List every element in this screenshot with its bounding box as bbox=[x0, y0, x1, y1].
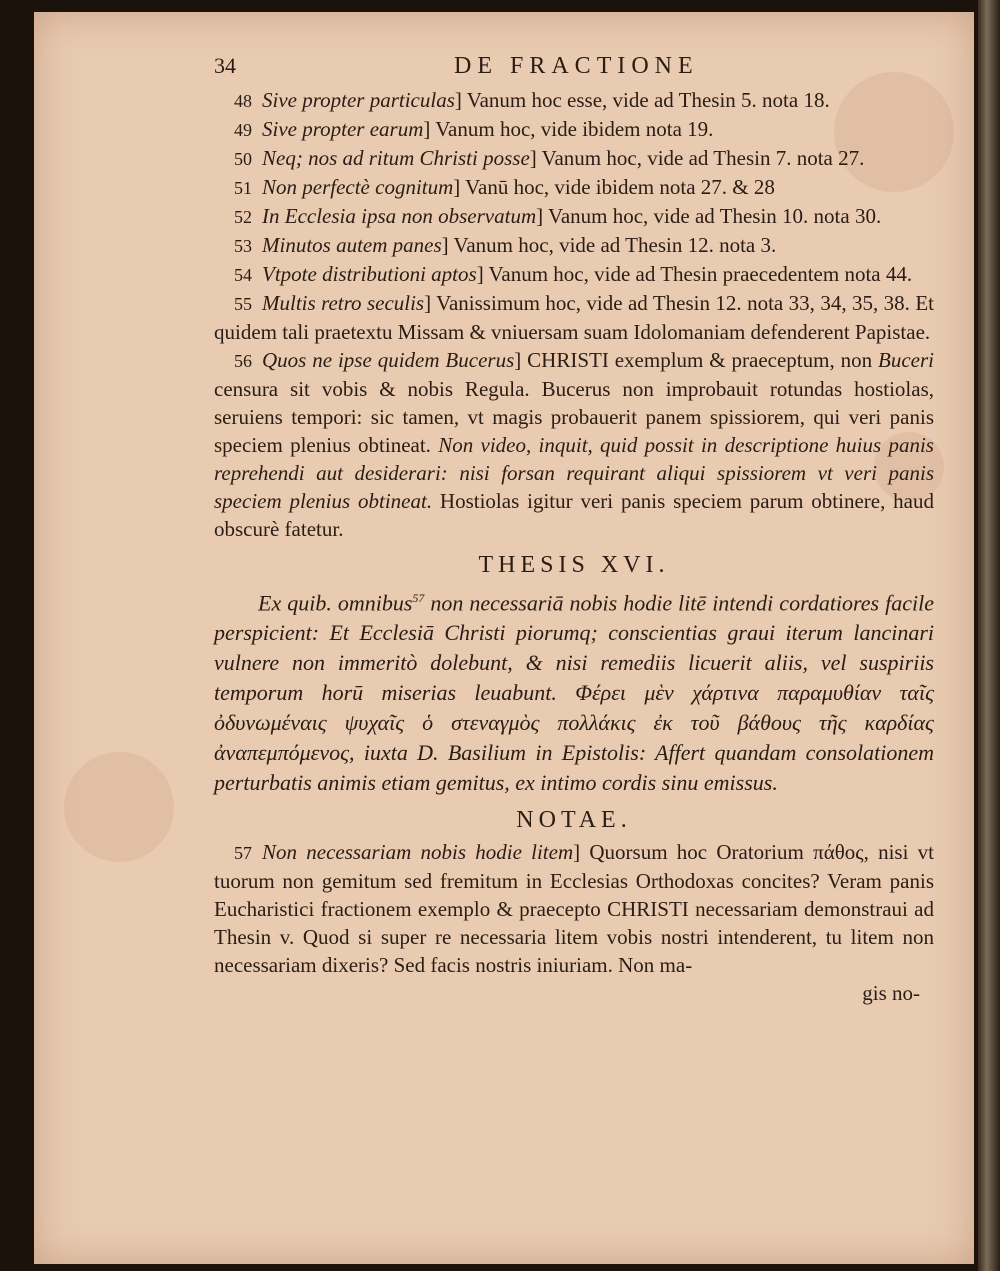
greek-quote: Φέρει μὲν χάρτινα παραμυθίαν ταῖς ὀδυνωμέναις ψυχαῖς ὁ στεναγμὸς πολλάκις ἐκ τοῦ βάθους τῆς καρδίας ἀναπεμπόμενος, bbox=[214, 680, 934, 766]
catchword: gis no- bbox=[862, 981, 920, 1006]
note-54 bbox=[214, 260, 934, 289]
note-lemma: Non necessariam nobis hodie litem bbox=[262, 840, 574, 865]
note-number: 55 bbox=[234, 294, 252, 314]
thesis-text: non necessariā nobis hodie litē intendi cordatiores facile perspicient: Et Ecclesiā Christi piorumq; conscientias graui iterum lancinari vulnere non immeritò dolebunt, & nisi remediis licuerit aliis, vel suspiriis temporum horū miserias leuabunt. bbox=[214, 590, 934, 706]
running-head bbox=[214, 52, 934, 86]
note-number: 49 bbox=[234, 120, 252, 140]
note-lemma: Quos ne ipse quidem Bucerus bbox=[262, 348, 515, 372]
note-text: ] Quorsum hoc Oratorium bbox=[573, 840, 814, 865]
page-text bbox=[214, 52, 934, 1007]
thesis-body bbox=[214, 583, 934, 798]
note-number: 56 bbox=[234, 351, 252, 371]
note-text: ] Vanissimum hoc, vide ad Thesin 12. nota 33, 34, 35, 38. Et quidem tali praetextu Missam & vniuersam suam Idolomaniam defenderent Papistae. bbox=[214, 291, 934, 344]
note-lemma: Sive propter earum bbox=[262, 117, 424, 141]
note-number: 52 bbox=[234, 207, 252, 227]
page-number: 34 bbox=[214, 53, 236, 78]
notae-heading: NOTAE. bbox=[516, 807, 632, 834]
note-number: 54 bbox=[234, 265, 252, 285]
note-number: 57 bbox=[234, 843, 252, 864]
note-text: ] CHRISTI exemplum & praeceptum, non bbox=[514, 348, 879, 372]
note-number: 50 bbox=[234, 149, 252, 169]
thesis-text: iuxta D. Basilium in Epistolis: Affert quandam consolationem perturbatis animis etiam gemitus, ex intimo cordis sinu emissus. bbox=[214, 740, 934, 796]
note-53 bbox=[214, 231, 934, 260]
note-text: ] Vanum hoc, vide ibidem nota 19. bbox=[423, 117, 714, 141]
note-number: 51 bbox=[234, 178, 252, 198]
note-number: 53 bbox=[234, 236, 252, 256]
note-52 bbox=[214, 202, 934, 231]
greek-word: πάθος bbox=[813, 840, 864, 865]
running-title: DE FRACTIONE bbox=[454, 53, 699, 79]
note-lemma: Minutos autem panes bbox=[262, 233, 442, 257]
note-lemma: Non perfectè cognitum bbox=[262, 175, 454, 199]
note-text: ] Vanū hoc, vide ibidem nota 27. & 28 bbox=[453, 175, 775, 199]
note-55 bbox=[214, 289, 934, 346]
note-lemma: Multis retro seculis bbox=[262, 291, 425, 315]
note-text: censura sit vobis & nobis Regula. Bucerus non improbauit rotundas hostiolas, seruiens tempori: sic tamen, vt magis probauerit panem spissiorem, qui veri panis speciem plenius obtineat. bbox=[214, 377, 934, 457]
note-lemma: Sive propter particulas bbox=[262, 88, 455, 112]
note-text: ] Vanum hoc esse, vide ad Thesin 5. nota 18. bbox=[454, 88, 830, 112]
footnote-marker: 57 bbox=[412, 591, 425, 605]
note-text: ] Vanum hoc, vide ad Thesin 10. nota 30. bbox=[536, 204, 882, 228]
note-48 bbox=[214, 86, 934, 115]
note-number: 48 bbox=[234, 91, 252, 111]
thesis-text: Ex quib. omnibus bbox=[258, 590, 413, 616]
note-text: , nisi vt tuorum non gemitum sed fremitum in Ecclesias Orthodoxas concites? Veram panis Eucharistici fractionem exemplo & praecepto CHRISTI necessariam demonstraui ad Thesin v. Quod si super re necessaria litem vobis nostri intenderent, tu litem non necessariam dixeris? Sed facis nostris iniuriam. Non ma- bbox=[214, 840, 934, 978]
note-56 bbox=[214, 346, 934, 543]
bucer-name: Buceri bbox=[878, 348, 935, 372]
note-57 bbox=[214, 838, 934, 979]
note-50 bbox=[214, 144, 934, 173]
note-51 bbox=[214, 173, 934, 202]
note-text: ] Vanum hoc, vide ad Thesin 12. nota 3. bbox=[441, 233, 777, 257]
book-page bbox=[34, 12, 974, 1264]
thesis-heading: THESIS XVI. bbox=[478, 552, 670, 578]
note-49 bbox=[214, 115, 934, 144]
note-lemma: In Ecclesia ipsa non observatum bbox=[262, 204, 537, 228]
note-text: Hostiolas igitur veri panis speciem parum obtinere, haud obscurè fatetur. bbox=[214, 489, 934, 541]
bucer-quote: Non video, inquit, quid possit in descriptione huius panis reprehendi aut desiderari: nisi forsan requirant aliqui spissiorem vt veri panis speciem plenius obtineat. bbox=[214, 433, 934, 513]
note-text: ] Vanum hoc, vide ad Thesin praecedentem nota 44. bbox=[476, 262, 913, 286]
note-text: ] Vanum hoc, vide ad Thesin 7. nota 27. bbox=[529, 146, 865, 170]
note-lemma: Neq; nos ad ritum Christi posse bbox=[262, 146, 530, 170]
note-lemma: Vtpote distributioni aptos bbox=[262, 262, 477, 286]
stain bbox=[64, 752, 174, 862]
book-spine bbox=[978, 0, 1000, 1271]
